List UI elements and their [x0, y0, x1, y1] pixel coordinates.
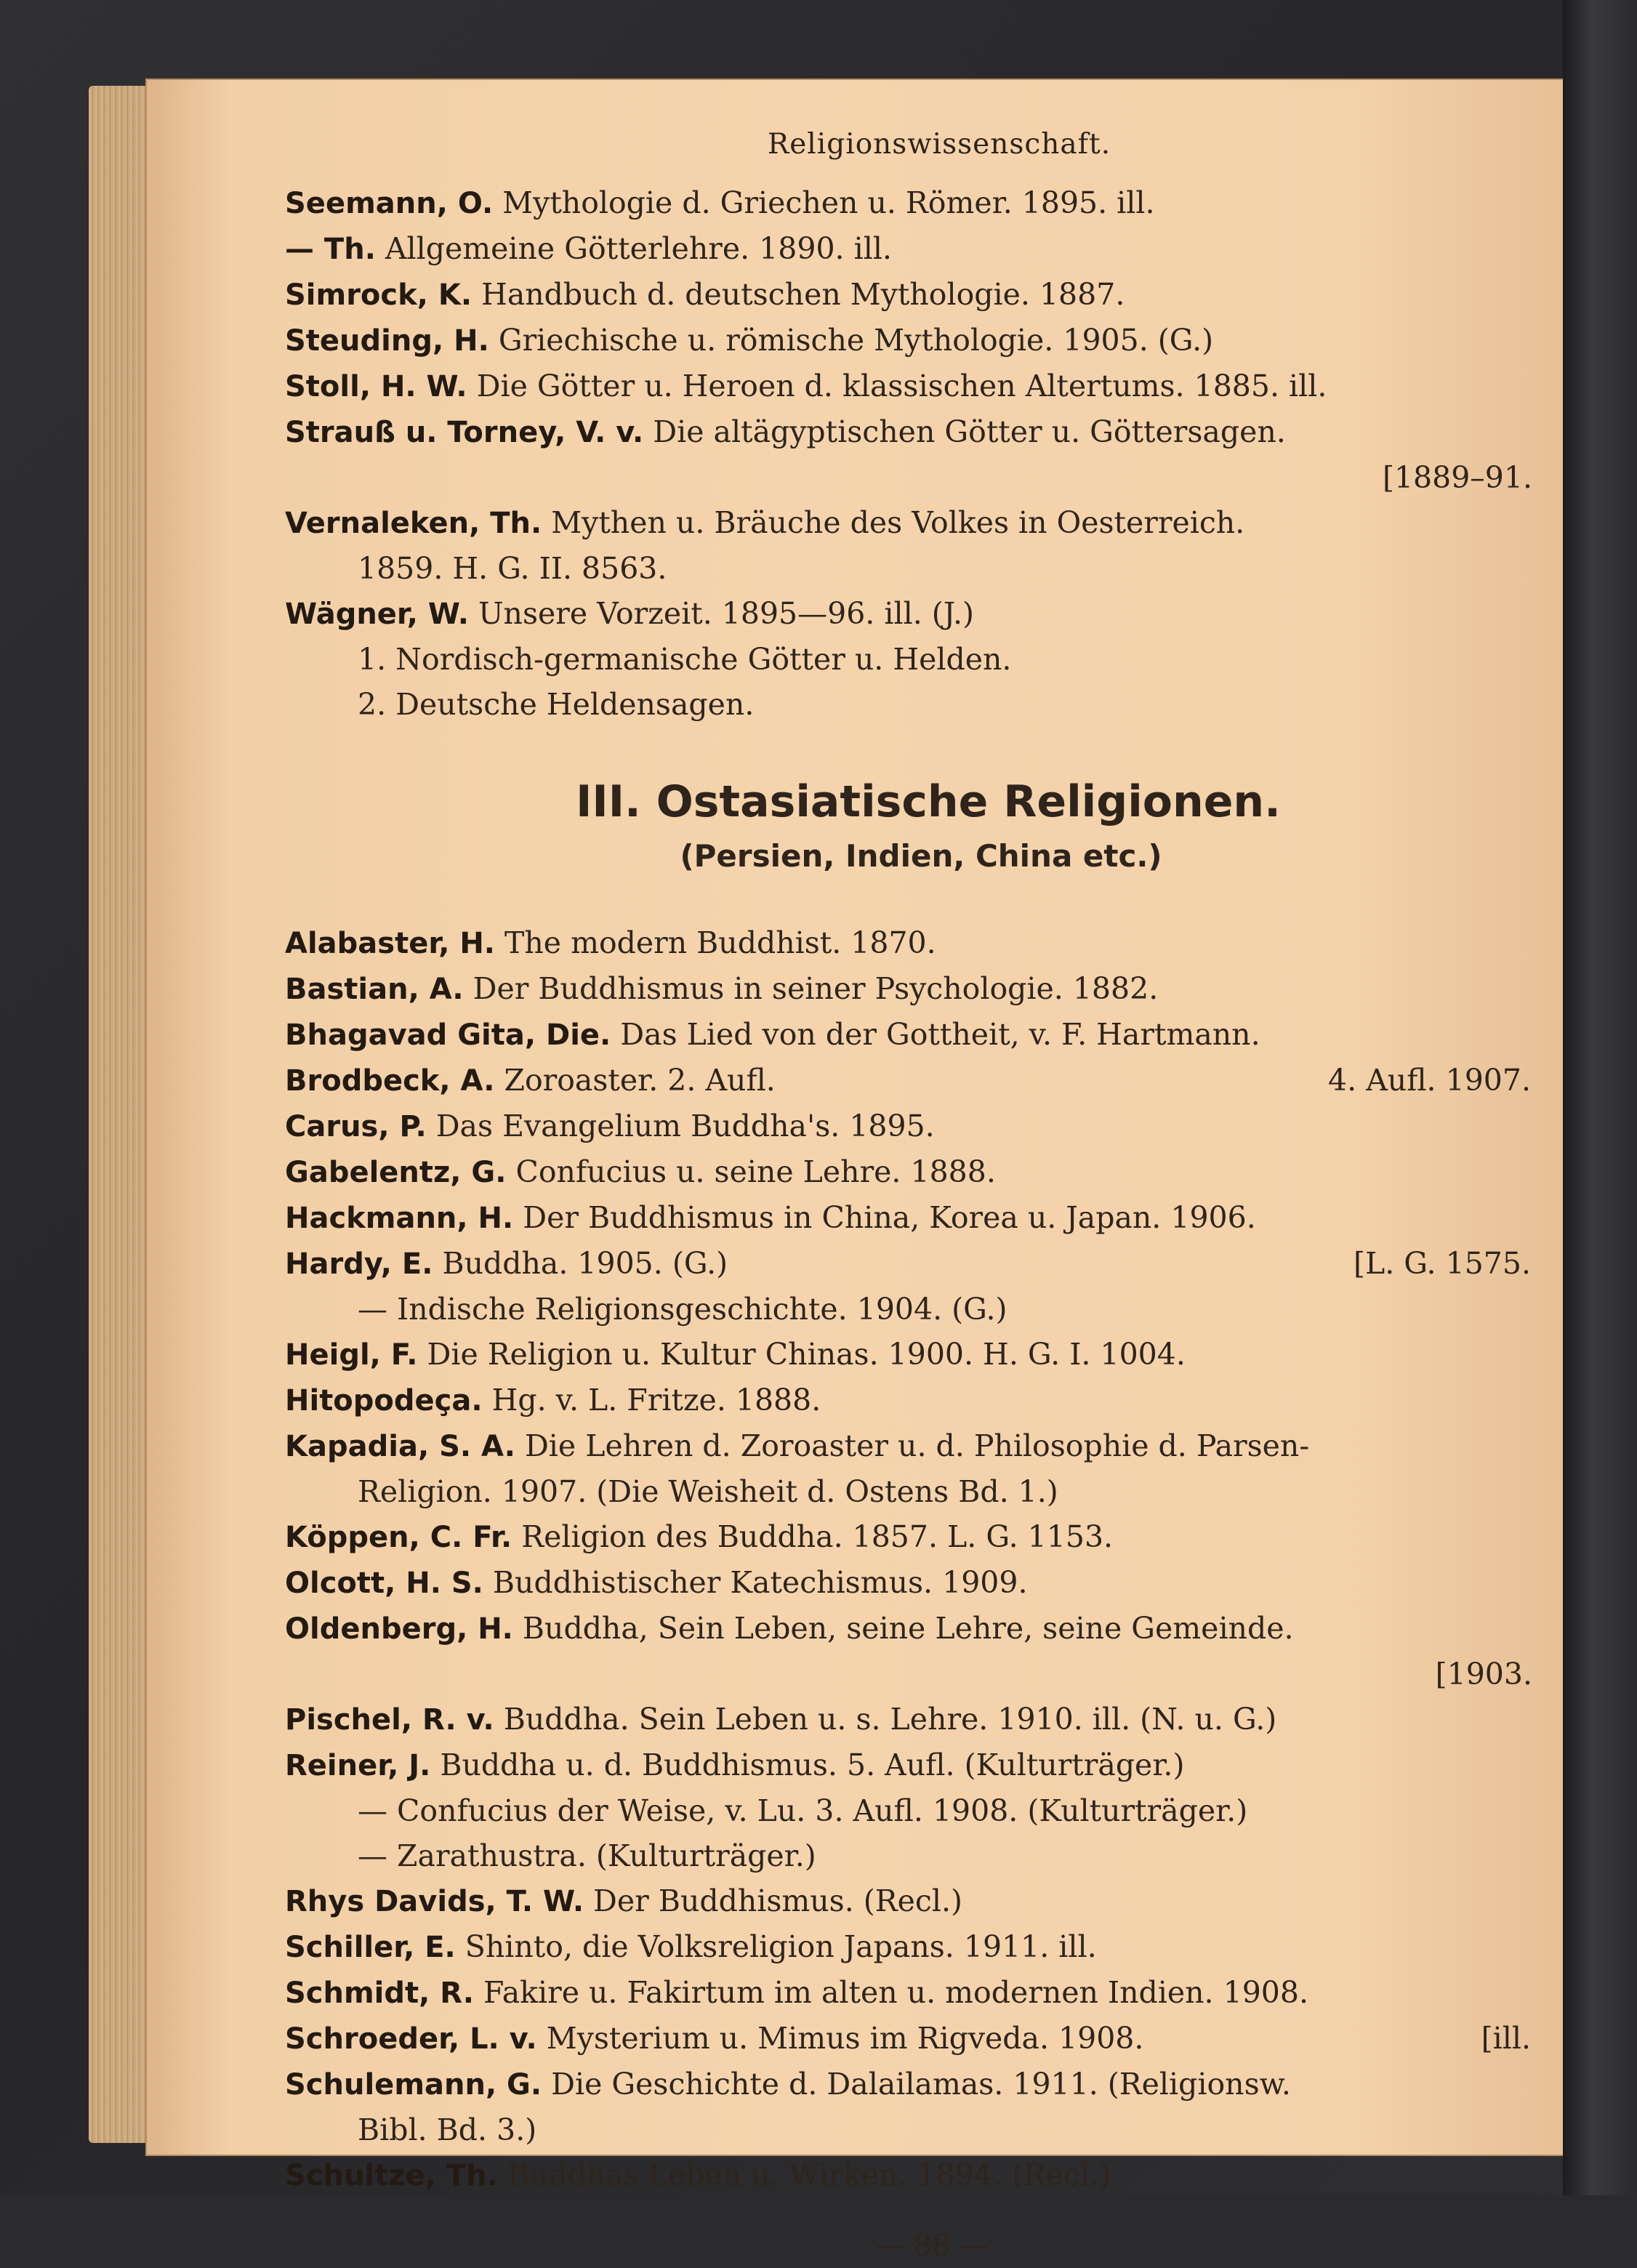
- entry-continuation: 1859. H. G. II. 8563.: [358, 551, 667, 586]
- bibliography-entry: [285, 1697, 1550, 1742]
- entry-author: Schroeder, L. v.: [285, 2022, 537, 2056]
- bibliography-entry: [285, 1378, 1550, 1423]
- bibliography-entry: [285, 1195, 1550, 1241]
- entry-title: Griechische u. römische Mythologie. 1905. (G.): [488, 323, 1214, 358]
- entry-title: Die Lehren d. Zoroaster u. d. Philosophie d. Parsen-: [515, 1428, 1310, 1463]
- entry-title: Der Buddhismus in China, Korea u. Japan. 1906.: [513, 1200, 1256, 1235]
- page-number: — 88 —: [874, 2229, 989, 2262]
- entry-author: — Th.: [285, 233, 376, 266]
- bibliography-entry: [285, 1606, 1550, 1652]
- bibliography-entry: [285, 318, 1550, 363]
- entry-title: Mythologie d. Griechen u. Römer. 1895. ill.: [493, 185, 1155, 220]
- bibliography-entry: [285, 363, 1550, 409]
- book-spine: [1563, 0, 1637, 2195]
- entry-title: Die altägyptischen Götter u. Göttersagen.: [643, 414, 1286, 449]
- entry-title: Handbuch d. deutschen Mythologie. 1887.: [472, 277, 1125, 312]
- entry-list-d: [285, 1332, 1550, 1469]
- entry-note: [L. G. 1575.: [1353, 1246, 1531, 1281]
- entry-title: Die Religion u. Kultur Chinas. 1900. H. G. I. 1004.: [417, 1337, 1186, 1372]
- entry-author: Carus, P.: [285, 1110, 427, 1143]
- entry-list-a: [285, 180, 1550, 455]
- entry-title: Das Lied von der Gottheit, v. F. Hartmann.: [611, 1017, 1260, 1052]
- entry-list-g: [285, 1878, 1550, 2016]
- entry-author: Seemann, O.: [285, 187, 494, 220]
- entry-title: Die Geschichte d. Dalailamas. 1911. (Religionsw.: [542, 2067, 1291, 2102]
- entry-title: Der Buddhismus in seiner Psychologie. 1882.: [463, 971, 1159, 1006]
- entry-author: Kapadia, S. A.: [285, 1430, 515, 1463]
- running-head: Religionswissenschaft.: [767, 128, 1111, 161]
- entry-author: Hitopodeça.: [285, 1384, 483, 1418]
- entry-title: Buddha. Sein Leben u. s. Lehre. 1910. ill. (N. u. G.): [494, 1702, 1277, 1737]
- entry-title: Der Buddhismus. (Recl.): [584, 1883, 963, 1918]
- entry-title: Fakire u. Fakirtum im alten u. modernen Indien. 1908.: [474, 1975, 1308, 2010]
- entry-title: Zoroaster. 2. Aufl.: [494, 1063, 776, 1098]
- entry-author: Vernaleken, Th.: [285, 507, 542, 540]
- entry-title: Buddhas Leben u. Wirken. 1894. (Recl.): [497, 2158, 1111, 2192]
- bibliography-entry: [285, 920, 1550, 966]
- bibliography-entry: [285, 272, 1550, 318]
- entry-brodbeck: [285, 1058, 1550, 1103]
- bibliography-entry: [285, 1924, 1550, 1970]
- entry-author: Strauß u. Torney, V. v.: [285, 416, 644, 449]
- entry-continuation: [1889–91.: [1382, 460, 1532, 495]
- section-subtitle: (Persien, Indien, China etc.): [680, 838, 1162, 874]
- bibliography-entry: [285, 1149, 1550, 1195]
- entry-title: Buddha, Sein Leben, seine Lehre, seine Gemeinde.: [512, 1611, 1294, 1646]
- entry-list-f: [285, 1697, 1550, 1788]
- entry-author: Heigl, F.: [285, 1338, 418, 1372]
- entry-title: Buddhistischer Katechismus. 1909.: [483, 1565, 1028, 1600]
- entry-title: Hg. v. L. Fritze. 1888.: [482, 1383, 821, 1418]
- entry-author: Olcott, H. S.: [285, 1567, 483, 1600]
- entry-title: Confucius u. seine Lehre. 1888.: [506, 1154, 996, 1189]
- bibliography-entry: [285, 226, 1550, 272]
- bibliography-entry: [285, 1332, 1550, 1378]
- entry-author: Stoll, H. W.: [285, 370, 467, 403]
- entry-author: Gabelentz, G.: [285, 1156, 507, 1189]
- entry-title: Religion des Buddha. 1857. L. G. 1153.: [512, 1519, 1114, 1554]
- bibliography-entry: [285, 1423, 1550, 1469]
- entry-schultze: [285, 2152, 1550, 2198]
- entry-continuation: Bibl. Bd. 3.): [358, 2112, 537, 2147]
- entry-author: Oldenberg, H.: [285, 1612, 513, 1646]
- entry-list-b: [285, 920, 1550, 1058]
- entry-continuation: — Zarathustra. (Kulturträger.): [358, 1838, 816, 1873]
- entry-continuation: — Indische Religionsgeschichte. 1904. (G.): [358, 1292, 1007, 1327]
- entry-note: [ill.: [1481, 2021, 1531, 2056]
- bibliography-entry: [285, 409, 1550, 455]
- entry-author: Hackmann, H.: [285, 1202, 514, 1235]
- entry-title: Unsere Vorzeit. 1895—96. ill. (J.): [468, 596, 975, 631]
- entry-author: Hardy, E.: [285, 1247, 433, 1281]
- entry-author: Rhys Davids, T. W.: [285, 1885, 584, 1918]
- bibliography-entry: [285, 1878, 1550, 1924]
- bibliography-entry: [285, 1012, 1550, 1058]
- entry-schulemann: [285, 2062, 1550, 2107]
- entry-subitem: 1. Nordisch-germanische Götter u. Helden.: [358, 642, 1012, 677]
- entry-author: Schultze, Th.: [285, 2159, 498, 2192]
- entry-author: Reiner, J.: [285, 1749, 431, 1782]
- entry-author: Schiller, E.: [285, 1931, 456, 1964]
- entry-title: Die Götter u. Heroen d. klassischen Altertums. 1885. ill.: [467, 369, 1327, 403]
- entry-author: Steuding, H.: [285, 324, 489, 358]
- entry-author: Köppen, C. Fr.: [285, 1521, 512, 1554]
- page-content: [285, 122, 1550, 2268]
- bibliography-entry: [285, 180, 1550, 226]
- entry-author: Schulemann, G.: [285, 2068, 542, 2102]
- entry-subitem: 2. Deutsche Heldensagen.: [358, 687, 755, 722]
- entry-title: Buddha. 1905. (G.): [433, 1246, 728, 1281]
- entry-title: Mythen u. Bräuche des Volkes in Oesterreich.: [542, 505, 1245, 540]
- entry-waegner: [285, 591, 1550, 637]
- entry-title: Allgemeine Götterlehre. 1890. ill.: [375, 231, 892, 266]
- bibliography-entry: [285, 1560, 1550, 1606]
- entry-schroeder: [285, 2016, 1550, 2062]
- entry-title: Das Evangelium Buddha's. 1895.: [426, 1109, 935, 1143]
- entry-title: Mysterium u. Mimus im Rigveda. 1908.: [536, 2021, 1144, 2056]
- entry-author: Simrock, K.: [285, 278, 472, 312]
- entry-continuation: Religion. 1907. (Die Weisheit d. Ostens Bd. 1.): [358, 1474, 1058, 1509]
- entry-continuation: [1903.: [1435, 1657, 1532, 1692]
- entry-author: Pischel, R. v.: [285, 1703, 494, 1737]
- entry-author: Alabaster, H.: [285, 927, 495, 960]
- bibliography-entry: [285, 1103, 1550, 1149]
- entry-hardy: [285, 1241, 1550, 1287]
- entry-author: Brodbeck, A.: [285, 1064, 495, 1098]
- bibliography-entry: [285, 1742, 1550, 1788]
- bibliography-entry: [285, 1970, 1550, 2016]
- entry-author: Schmidt, R.: [285, 1977, 474, 2010]
- entry-author: Bastian, A.: [285, 973, 464, 1006]
- entry-author: Bhagavad Gita, Die.: [285, 1018, 611, 1052]
- entry-title: Buddha u. d. Buddhismus. 5. Aufl. (Kulturträger.): [430, 1748, 1185, 1782]
- entry-title: Shinto, die Volksreligion Japans. 1911. ill.: [455, 1929, 1097, 1964]
- entry-continuation: — Confucius der Weise, v. Lu. 3. Aufl. 1908. (Kulturträger.): [358, 1793, 1248, 1828]
- bibliography-entry: [285, 966, 1550, 1012]
- entry-note: 4. Aufl. 1907.: [1328, 1063, 1531, 1098]
- section-title: III. Ostasiatische Religionen.: [576, 776, 1281, 827]
- entry-list-c: [285, 1103, 1550, 1241]
- entry-vernaleken: [285, 500, 1550, 546]
- bibliography-entry: [285, 1514, 1550, 1560]
- entry-title: The modern Buddhist. 1870.: [494, 925, 936, 960]
- entry-list-e: [285, 1514, 1550, 1652]
- entry-author: Wägner, W.: [285, 598, 469, 631]
